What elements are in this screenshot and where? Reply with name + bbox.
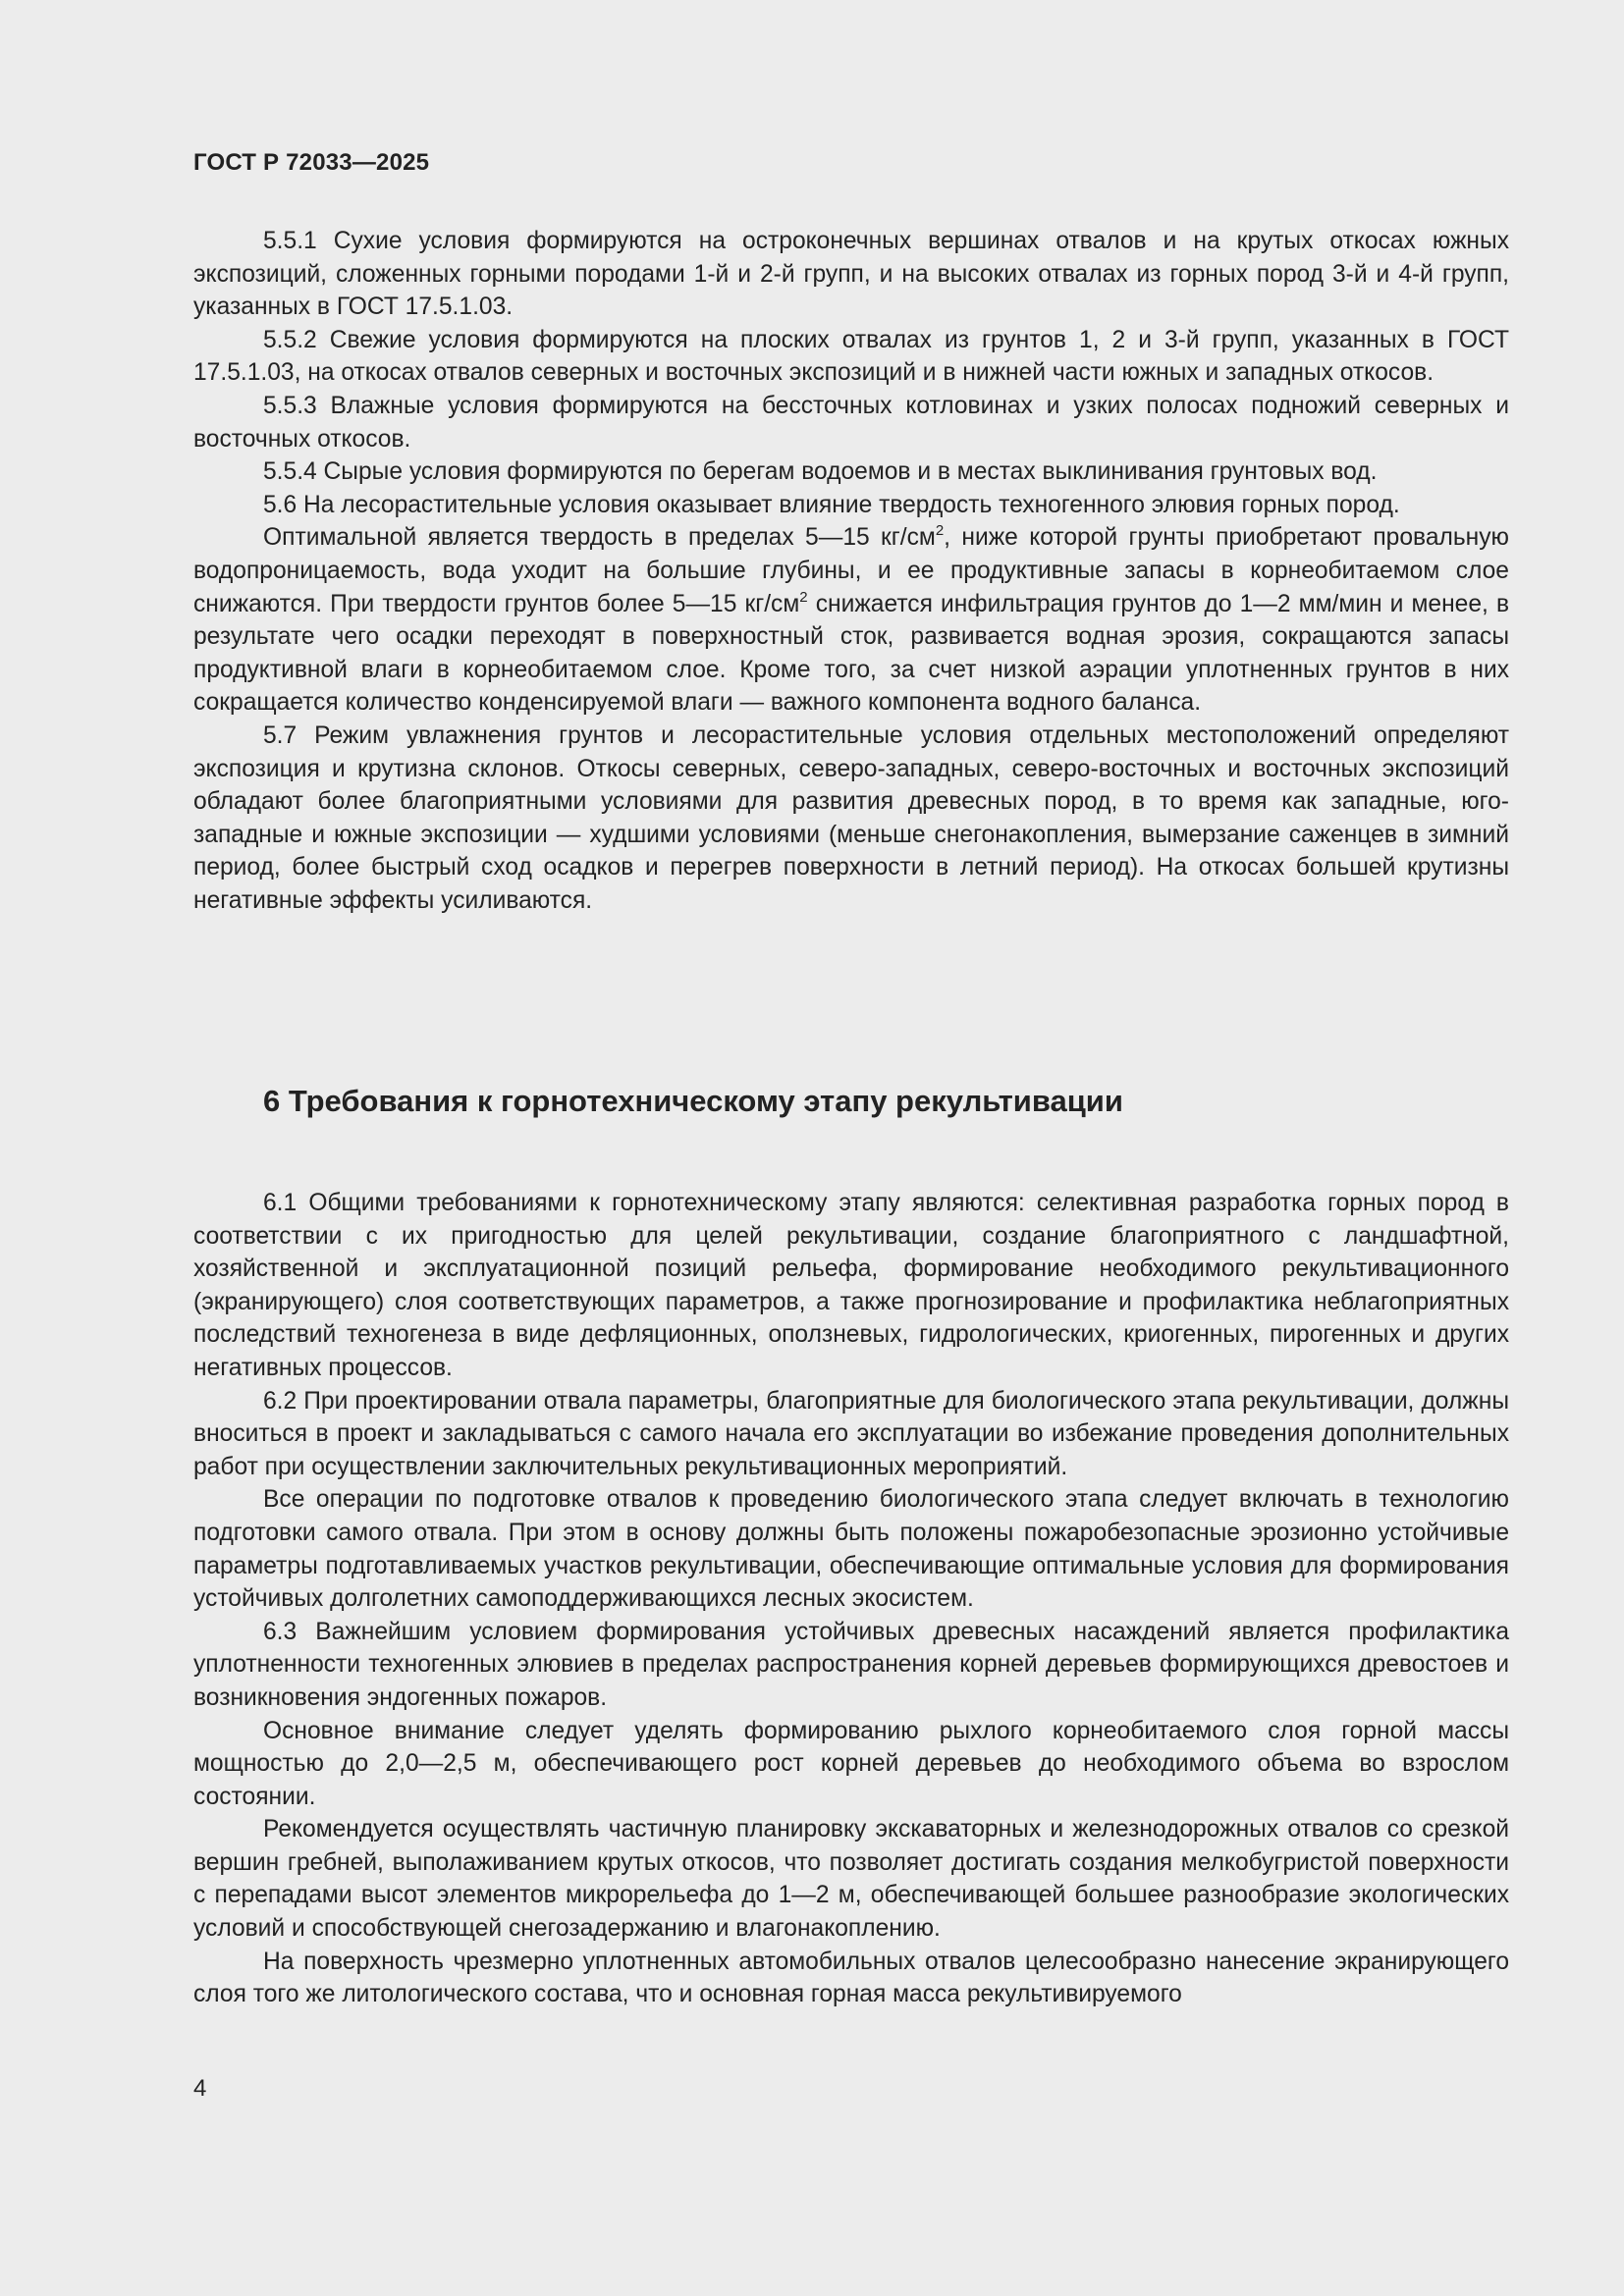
section-5-text <box>193 225 1509 917</box>
paragraph-6-1: 6.1 Общими требованиями к горнотехническому этапу являются: селективная разработка горных пород в соответствии с их пригодностью для целей рекультивации, создание благоприятного с ландшафтной, хозяйственной и эксплуатационной позиций рельефа, формирование необходимого рекультивационного (экранирующего) слоя соответствующих параметров, а также прогнозирование и профилактика неблагоприятных последствий техногенеза в виде дефляционных, оползневых, гидрологических, криогенных, пирогенных и других негативных процессов. <box>193 1190 1509 1381</box>
paragraph-hardness <box>193 521 1509 720</box>
paragraph-6-2-operations: Все операции по подготовке отвалов к проведению биологического этапа следует включать в технологию подготовки самого отвала. При этом в основу должны быть положены пожаробезопасные эрозионно устойчивые параметры подготавливаемых участков рекультивации, обеспечивающие оптимальные условия для формирования устойчивых долголетних самоподдерживающихся лесных экосистем. <box>193 1486 1509 1613</box>
section-6-text <box>193 1187 1509 2011</box>
paragraph-6-3: 6.3 Важнейшим условием формирования устойчивых древесных насаждений является профилактика уплотненности техногенных элювиев в пределах распространения корней деревьев формирующихся древостоев и возникновения эндогенных пожаров. <box>193 1618 1509 1711</box>
hardness-text-part-1: Оптимальной является твердость в пределах 5—15 кг/см <box>263 524 936 552</box>
paragraph-5-5-2: 5.5.2 Свежие условия формируются на плоских отвалах из грунтов 1, 2 и 3-й групп, указанных в ГОСТ 17.5.1.03, на откосах отвалов северных и восточных экспозиций и в нижней части южных и западных откосов. <box>193 326 1509 387</box>
paragraph-6-2: 6.2 При проектировании отвала параметры, благоприятные для биологического этапа рекультивации, должны вноситься в проект и закладываться с самого начала его эксплуатации во избежание проведения дополнительных работ при осуществлении заключительных рекультивационных мероприятий. <box>193 1387 1509 1480</box>
section-6-title: 6 Требования к горнотехническому этапу рекультивации <box>263 1084 1123 1118</box>
hardness-text-part-3: снижается инфильтрация грунтов до 1—2 мм/мин и менее, в результате чего осадки переходят в поверхностный сток, развивается водная эрозия, сокращаются запасы продуктивной влаги в корнеобитаемом слое. Кроме того, за счет низкой аэрации уплотненных грунтов в них сокращается количество конденсируемой влаги — важного компонента водного баланса. <box>193 590 1510 717</box>
paragraph-5-7: 5.7 Режим увлажнения грунтов и лесорастительные условия отдельных местоположений определяют экспозиция и крутизна склонов. Откосы северных, северо-западных, северо-восточных и восточных экспозиций обладают более благоприятными условиями для развития древесных пород, в то время как западные, юго-западные и южные экспозиции — худшими условиями (меньше снегонакопления, вымерзание саженцев в зимний период, более быстрый сход осадков и перегрев поверхности в летний период). На откосах большей крутизны негативные эффекты усиливаются. <box>193 721 1509 914</box>
paragraph-5-5-4: 5.5.4 Сырые условия формируются по берегам водоемов и в местах выклинивания грунтовых вод. <box>263 458 1378 486</box>
paragraph-5-5-1: 5.5.1 Сухие условия формируются на остроконечных вершинах отвалов и на крутых откосах южных экспозиций, сложенных горными породами 1-й и 2-й групп, и на высоких отвалах из горных пород 3-й и 4-й групп, указанных в ГОСТ 17.5.1.03. <box>193 228 1509 321</box>
page-number: 4 <box>193 2075 207 2102</box>
paragraph-5-5-3: 5.5.3 Влажные условия формируются на бессточных котловинах и узких полосах подножий северных и восточных откосов. <box>193 392 1509 453</box>
superscript-2: 2 <box>799 588 808 606</box>
paragraph-6-3-attention: Основное внимание следует уделять формированию рыхлого корнеобитаемого слоя горной массы мощностью до 2,0—2,5 м, обеспечивающего рост корней деревьев до необходимого объема во взрослом состоянии. <box>193 1717 1509 1810</box>
paragraph-6-3-surface: На поверхность чрезмерно уплотненных автомобильных отвалов целесообразно нанесение экранирующего слоя того же литологического состава, что и основная горная масса рекультивируемого <box>193 1948 1509 2008</box>
paragraph-6-3-recommendation: Рекомендуется осуществлять частичную планировку экскаваторных и железнодорожных отвалов со срезкой вершин гребней, выполаживанием крутых откосов, что позволяет достигать создания мелкобугристой поверхности с перепадами высот элементов микрорельефа до 1—2 м, обеспечивающей большее разнообразие экологических условий и способствующей снегозадержанию и влагонакоплению. <box>193 1816 1509 1943</box>
paragraph-5-6: 5.6 На лесорастительные условия оказывает влияние твердость техногенного элювия горных пород. <box>263 491 1400 518</box>
hardness-text-part-2: , ниже которой грунты приобретают провальную водопроницаемость, вода уходит на большие глубины, и ее продуктивные запасы в корнеобитаемом слое снижаются. При твердости грунтов более 5—15 кг/см <box>193 524 1509 617</box>
superscript-2: 2 <box>935 522 945 540</box>
document-header: ГОСТ Р 72033—2025 <box>193 149 430 176</box>
